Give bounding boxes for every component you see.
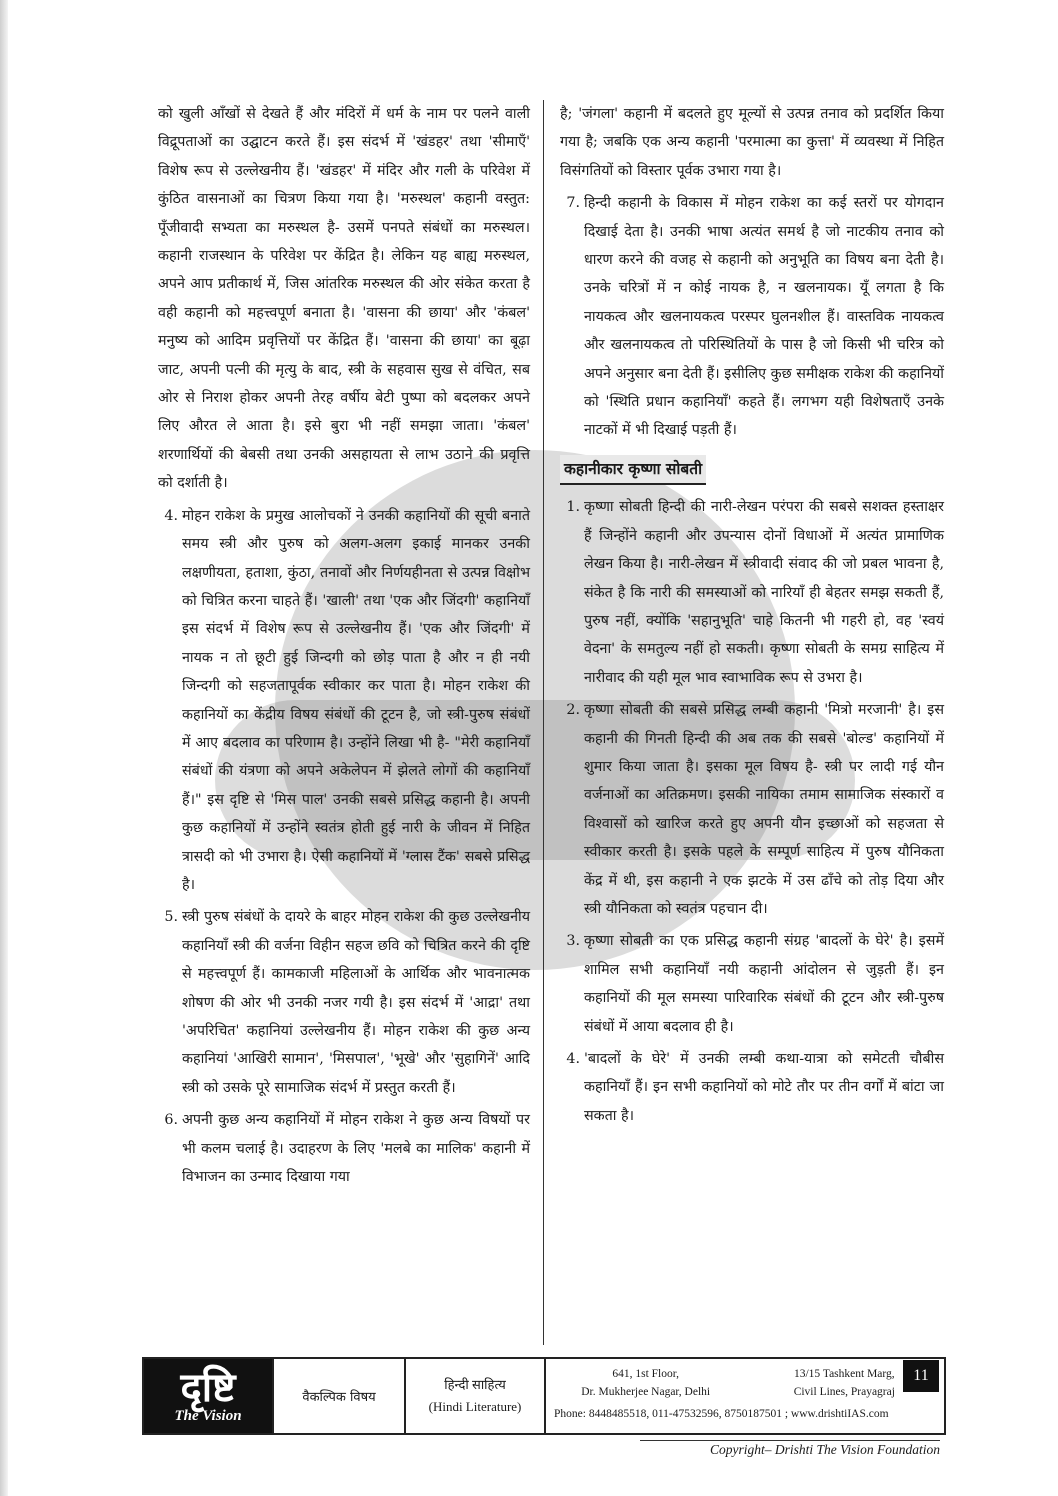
list-number: 2. (566, 702, 580, 719)
list-text: कृष्णा सोबती हिन्दी की नारी-लेखन परंपरा की सबसे सशक्त हस्ताक्षर हैं जिन्होंने कहानी और उपन्यास दोनों विधाओं में अत्यंत प्रामाणिक लेखन किया है। नारी-लेखन में स्त्रीवादी संवाद की जो प्रबल भावना है, संकेत है कि नारी की समस्याओं को नारियाँ ही बेहतर समझ सकती हैं, पुरुष नहीं, क्योंकि 'सहानुभूति' चाहे कितनी भी गहरी हो, वह 'स्वयं वेदना' के समतुल्य नहीं हो सकती। कृष्णा सोबती के समग्र साहित्य में नारीवाद की यही मूल भाव स्वाभाविक रूप से उभरा है। (584, 499, 944, 686)
list-item (158, 502, 530, 900)
address-cell (544, 1359, 944, 1433)
list-number: 7. (566, 195, 580, 212)
list-number: 5. (164, 909, 178, 926)
list-text: कृष्णा सोबती का एक प्रसिद्ध कहानी संग्रह 'बादलों के घेरे' है। इसमें शामिल सभी कहानियाँ नयी कहानी आंदोलन से जुड़ती हैं। इन कहानियों की मूल समस्या पारिवारिक संबंधों की टूटन और स्त्री-पुरुष संबंधों में आया बदलाव ही है। (584, 933, 944, 1035)
list-text: स्त्री पुरुष संबंधों के दायरे के बाहर मोहन राकेश की कुछ उल्लेखनीय कहानियाँ स्त्री की वर्जना विहीन सहज छवि को चित्रित करने की दृष्टि से महत्त्वपूर्ण हैं। कामकाजी महिलाओं के आर्थिक और भावनात्मक शोषण की ओर भी उनकी नजर गयी है। इस संदर्भ में 'आद्रा' तथा 'अपरिचित' कहानियां उल्लेखनीय हैं। मोहन राकेश की कुछ अन्य कहानियां 'आखिरी सामान', 'मिसपाल', 'भूखे' और 'सुहागिनें' आदि स्त्री को उसके पूरे सामाजिक संदर्भ में प्रस्तुत करती हैं। (182, 909, 530, 1096)
address-row-2 (554, 1383, 936, 1401)
section-heading: कहानीकार कृष्णा सोबती (560, 455, 706, 485)
list-item (560, 927, 944, 1041)
left-column (158, 100, 530, 1191)
list-item (158, 1106, 530, 1191)
left-intro-paragraph: को खुली आँखों से देखते हैं और मंदिरों में धर्म के नाम पर पलने वाली विद्रूपताओं का उद्घाटन करते हैं। इस संदर्भ में 'खंडहर' तथा 'सीमाएँ' विशेष रूप से उल्लेखनीय हैं। 'खंडहर' में मंदिर और गली के परिवेश में कुंठित वासनाओं का चित्रण किया गया है। 'मरुस्थल' कहानी वस्तुत: पूँजीवादी सभ्यता का मरुस्थल है- उसमें पनपते संबंधों का मरुस्थल। कहानी राजस्थान के परिवेश पर केंद्रित है। लेकिन यह बाह्य मरुस्थल, अपने आप प्रतीकार्थ में, जिस आंतरिक मरुस्थल की ओर संकेत करता है वही कहानी को महत्त्वपूर्ण बनाता है। 'वासना की छाया' और 'कंबल' मनुष्य को आदिम प्रवृत्तियों पर केंद्रित हैं। 'वासना की छाया' का बूढ़ा जाट, अपनी पत्नी की मृत्यु के बाद, स्त्री के सहवास सुख से वंचित, सब ओर से निराश होकर अपनी तेरह वर्षीय बेटी पुष्पा को बदलकर अपने लिए औरत ले आता है। इसे बुरा भी नहीं समझा जाता। 'कंबल' शरणार्थियों की बेबसी तथा उनकी असहायता से लाभ उठाने की प्रवृत्ति को दर्शाती है। (158, 106, 530, 492)
drishti-logo (144, 1359, 272, 1433)
address-row-1 (554, 1365, 936, 1383)
page-number: 11 (903, 1360, 939, 1392)
address-delhi-line2: Dr. Mukherjee Nagar, Delhi (581, 1386, 711, 1398)
address-prayagraj-line1: 13/15 Tashkent Marg, (793, 1368, 895, 1380)
list-number: 4. (164, 507, 178, 524)
list-text: कृष्णा सोबती की सबसे प्रसिद्ध लम्बी कहानी 'मित्रो मरजानी' है। इस कहानी की गिनती हिन्दी की अब तक की सबसे 'बोल्ड' कहानियों में शुमार किया जाता है। इसका मूल विषय है- स्त्री पर लादी गई यौन वर्जनाओं का अतिक्रमण। इसकी नायिका तमाम सामाजिक संस्कारों व विश्वासों को खारिज करते हुए अपनी यौन इच्छाओं को सहजता से स्वीकार करती है। इसके पहले के सम्पूर्ण साहित्य में पुरुष यौनिकता केंद्र में थी, इस कहानी ने एक झटके में उस ढाँचे को तोड़ दिया और स्त्री यौनिकता को स्वतंत्र पहचान दी। (584, 702, 944, 917)
logo-hindi-text: दृष्टि (180, 1365, 236, 1411)
footer-bar (142, 1357, 946, 1435)
list-text: अपनी कुछ अन्य कहानियों में मोहन राकेश ने कुछ अन्य विषयों पर भी कलम चलाई है। उदाहरण के लिए 'मलबे का मालिक' कहानी में विभाजन का उन्माद दिखाया गया (182, 1112, 530, 1186)
scan-edge (0, 0, 8, 1496)
list-number: 6. (164, 1112, 178, 1129)
logo-english-text: The Vision (174, 1408, 242, 1424)
list-number: 4. (566, 1051, 580, 1067)
list-text: मोहन राकेश के प्रमुख आलोचकों ने उनकी कहानियों की सूची बनाते समय स्त्री और पुरुष को अलग-अलग इकाई मानकर उनकी लक्षणीयता, हताशा, कुंठा, तनावों और निर्णयहीनता से उत्पन्न विक्षोभ को चित्रित करना चाहते हैं। 'खाली' तथा 'एक और जिंदगी' कहानियाँ इस संदर्भ में विशेष रूप से उल्लेखनीय हैं। 'एक और जिंदगी' में नायक न तो छूटी हुई जिन्दगी को छोड़ पाता है और न ही नयी जिन्दगी को सहजतापूर्वक स्वीकार कर पाता है। मोहन राकेश की कहानियों का केंद्रीय विषय संबंधों की टूटन है, जो स्त्री-पुरुष संबंधों में आए बदलाव का परिणाम है। उन्होंने लिखा भी है- "मेरी कहानियाँ संबंधों की यंत्रणा को अपने अकेलेपन में झेलते लोगों की कहानियाँ हैं।" इस दृष्टि से 'मिस पाल' उनकी सबसे प्रसिद्ध कहानी है। अपनी कुछ कहानियों में उन्होंने स्वतंत्र होती हुई नारी के जीवन में निहित त्रासदी को भी उभारा है। ऐसी कहानियों में 'ग्लास टैंक' सबसे प्रसिद्ध है। (182, 507, 530, 893)
list-item (560, 493, 944, 692)
address-prayagraj-line2: Civil Lines, Prayagraj (793, 1386, 895, 1398)
phone-website-line: Phone: 8448485518, 011-47532596, 8750187501 ; www.drishtiIAS.com (554, 1408, 889, 1420)
list-text: 'बादलों के घेरे' में उनकी लम्बी कथा-यात्रा को समेटती चौबीस कहानियाँ हैं। इन सभी कहानियों को मोटे तौर पर तीन वर्गों में बांटा जा सकता है। (584, 1051, 944, 1124)
list-number: 1. (566, 499, 580, 516)
copyright-text: Copyright– Drishti The Vision Foundation (709, 1442, 940, 1457)
list-item (560, 1045, 944, 1130)
list-item (560, 189, 944, 445)
subject-cell (404, 1359, 544, 1433)
subject-english: (Hindi Literature) (428, 1399, 522, 1414)
column-divider (543, 100, 544, 1345)
address-delhi-line1: 641, 1st Floor, (612, 1368, 679, 1380)
optional-subject-label: वैकल्पिक विषय (272, 1359, 404, 1433)
list-item (158, 903, 530, 1102)
list-number: 3. (566, 933, 580, 950)
copyright-rule (640, 1440, 940, 1441)
subject-hindi: हिन्दी साहित्य (444, 1377, 506, 1392)
right-column (560, 100, 944, 1130)
right-intro-paragraph: है; 'जंगला' कहानी में बदलते हुए मूल्यों से उत्पन्न तनाव को प्रदर्शित किया गया है; जबकि एक अन्य कहानी 'परमात्मा का कुत्ता' में व्यवस्था में निहित विसंगतियों को विस्तार पूर्वक उभारा गया है। (560, 106, 944, 179)
list-item (560, 696, 944, 923)
list-text: हिन्दी कहानी के विकास में मोहन राकेश का कई स्तरों पर योगदान दिखाई देता है। उनकी भाषा अत्यंत समर्थ है जो नाटकीय तनाव को धारण करने की वजह से कहानी को अनुभूति का विषय बना देती है। उनके चरित्रों में न कोई नायक है, न खलनायक। यूँ लगता है कि नायकत्व और खलनायकत्व परस्पर घुलनशील हैं। वास्तविक नायकत्व और खलनायकत्व तो परिस्थितियों के पास है जो किसी भी चरित्र को अपने अनुसार बना देती हैं। इसीलिए कुछ समीक्षक राकेश की कहानियों को 'स्थिति प्रधान कहानियाँ' कहते हैं। लगभग यही विशेषताएँ उनके नाटकों में भी दिखाई पड़ती हैं। (584, 195, 944, 439)
